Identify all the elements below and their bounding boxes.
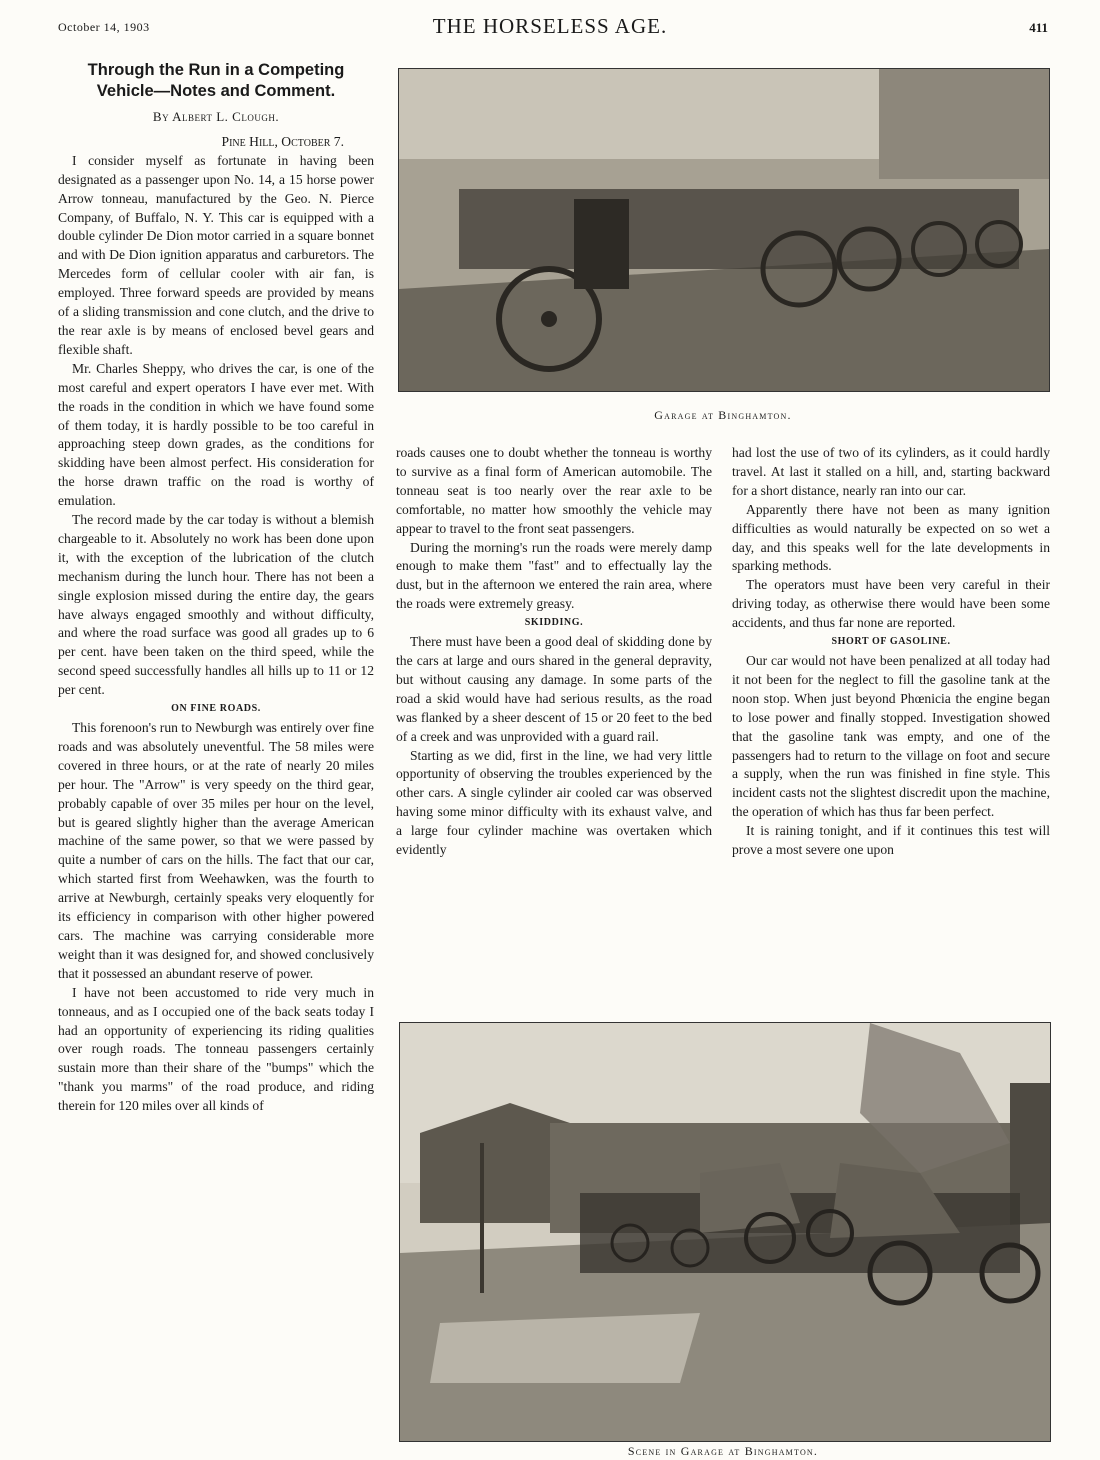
article-title: Through the Run in a Competing Vehicle—Notes and Comment.: [87, 61, 345, 100]
paragraph: During the morning's run the roads were merely damp enough to make them "fast" and to effectually lay the dust, but in the afternoon we entered the rain area, where the roads were extremely greasy.: [396, 539, 712, 612]
photo-garage-image: [399, 69, 1049, 391]
paragraph: Starting as we did, first in the line, we had very little opportunity of observing the troubles experienced by the other cars. A single cylinder air cooled car was observed having some minor difficulty with its exhaust valve, and a large four cylinder machine was overtaken which evidently: [396, 747, 712, 858]
page-number: 411: [1029, 20, 1048, 35]
paragraph: The record made by the car today is without a blemish chargeable to it. Absolutely no work has been done upon it, with the exception of the lubrication of the clutch mechanism during the lunch hour. There has not been a single explosion missed during the entire day, the gears have always engaged smoothly and without difficulty, and where the road surface was good all grades up to 6 per cent. have been taken on the third speed, while the second speed successfully handles all hills up to 11 or 12 per cent.: [58, 512, 374, 698]
dateline: Pine Hill, October 7.: [221, 133, 344, 149]
paragraph: Mr. Charles Sheppy, who drives the car, is one of the most careful and expert operators I have ever met. With the roads in the condition in which we have found some of them today, it is hardly possible to be too careful in approaching steep down grades, as the conditions for skidding have been almost perfect. His consideration for the horse drawn traffic on the road is worthy of emulation.: [58, 360, 374, 509]
issue-date: October 14, 1903: [58, 20, 150, 34]
byline: By Albert L. Clough.: [152, 109, 280, 124]
paragraph: Our car would not have been penalized at all today had it not been for the neglect to fill the gasoline tank at the noon stop. When just beyond Phœnicia the engine began to lose power and finally stopped. Investigation showed that the gasoline tank was empty, and one of the passengers had to return to the village on foot and secure a supply, when the run was finished in fine style. This incident casts not the slightest discredit upon the machine, the operation of which has thus far been perfect.: [732, 652, 1050, 820]
paragraph: The operators must have been very careful in their driving today, as otherwise there would have been some accidents, and thus far none are reported.: [732, 577, 1050, 631]
column-2: [396, 444, 712, 860]
paragraph: had lost the use of two of its cylinders, as it could hardly travel. At last it stalled on a hill, and, starting backward for a short distance, nearly ran into our car.: [732, 445, 1050, 498]
photo-garage-binghamton: [398, 68, 1050, 392]
paragraph: It is raining tonight, and if it continues this test will prove a most severe one upon: [732, 823, 1050, 858]
paragraph: I have not been accustomed to ride very much in tonneaus, and as I occupied one of the back seats today I had an opportunity of experiencing its riding qualities over rough roads. The tonneau passengers certainly sustain more than their share of the "bumps" which the "thank you marms" of the road produce, and riding therein for 120 miles over all kinds of: [58, 984, 374, 1114]
column-3: [732, 444, 1050, 860]
paragraph: This forenoon's run to Newburgh was entirely over fine roads and was absolutely uneventful. The 58 miles were covered in three hours, or at the rate of nearly 20 miles per hour. The "Arrow" is very speedy on the third gear, probably capable of over 35 miles per hour on the level, but is geared slightly higher than the average American machine of the same power, so that we were passed by quite a number of cars on the hills. The fact that our car, which started first from Weehawken, was the fourth to arrive at Newburgh, certainly speaks very eloquently for its efficiency in comparison with other higher powered cars. The machine was carrying considerable more weight than it was designed for, and showed conclusively that it possessed an abundant reserve of power.: [58, 720, 374, 981]
journal-title: THE HORSELESS AGE.: [432, 14, 668, 38]
paragraph: Apparently there have not been as many ignition difficulties as would naturally be expected on so wet a day, and this speaks well for the late developments in sparking methods.: [732, 501, 1050, 574]
column-1: [58, 60, 374, 1116]
photo-scene-garage-binghamton: [399, 1022, 1051, 1442]
subhead-skidding: SKIDDING.: [524, 617, 584, 629]
paragraph: There must have been a good deal of skidding done by the cars at large and ours shared in the general depravity, but without causing any damage. In some parts of the road a skid would have had serious results, as the road was flanked by a sheer descent of 15 or 20 feet to the bed of a creek and was unprovided with a guard rail.: [396, 634, 712, 744]
paragraph: I consider myself as fortunate in having been designated as a passenger upon No. 14, a 15 horse power Arrow tonneau, manufactured by the Geo. N. Pierce Company, of Buffalo, N. Y. This car is equipped with a double cylinder De Dion motor carried in a square bonnet and with De Dion ignition apparatus and carburetors. The Mercedes form of cellular cooler with air fan, is employed. Three forward speeds are provided by means of a sliding transmission and cone clutch, and the drive to the rear axle is by means of enclosed bevel gears and flexible shaft.: [58, 152, 374, 357]
photo-scene-image: [400, 1023, 1050, 1441]
subhead-short-of-gasoline: SHORT OF GASOLINE.: [831, 636, 951, 648]
paragraph: roads causes one to doubt whether the tonneau is worthy to survive as a final form of American automobile. The tonneau seat is too nearly over the rear axle to be comfortable, no matter how smoothly the vehicle may appear to travel to the front seat passengers.: [396, 445, 712, 536]
subhead-fine-roads: ON FINE ROADS.: [171, 703, 261, 715]
caption-bottom: Scene in Garage at Binghamton.: [627, 1444, 819, 1458]
caption-top: Garage at Binghamton.: [654, 408, 792, 422]
page-header: [0, 0, 1100, 44]
